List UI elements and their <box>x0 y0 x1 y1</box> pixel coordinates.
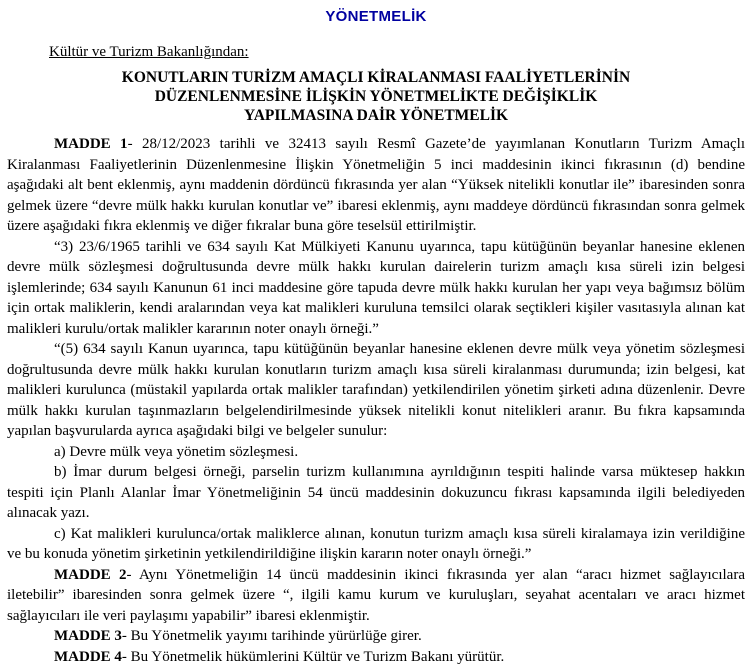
madde-3-label: MADDE 3 <box>54 628 122 644</box>
madde-1-label: MADDE 1 <box>54 136 128 152</box>
madde-4-text: - Bu Yönetmelik hükümlerini Kültür ve Turizm Bakanı yürütür. <box>122 649 504 665</box>
paragraph-madde-3 <box>7 626 745 647</box>
document-title-line-1: KONUTLARIN TURİZM AMAÇLI KİRALANMASI FAALİYETLERİNİN <box>7 68 745 87</box>
regulation-body <box>7 134 745 667</box>
paragraph-subclause-3 <box>7 237 745 340</box>
issuer-text: Kültür ve Turizm Bakanlığından: <box>49 44 249 60</box>
document-title-line-2: DÜZENLENMESİNE İLİŞKİN YÖNETMELİKTE DEĞİŞİKLİK <box>7 87 745 106</box>
madde-2-label: MADDE 2 <box>54 567 126 583</box>
madde-3-text: - Bu Yönetmelik yayımı tarihinde yürürlüğe girer. <box>122 628 422 644</box>
paragraph-item-b <box>7 462 745 524</box>
issuer-line <box>7 44 745 61</box>
paragraph-madde-4 <box>7 647 745 667</box>
madde-4-label: MADDE 4 <box>54 649 122 665</box>
regulation-type-heading: YÖNETMELİK <box>7 8 745 25</box>
paragraph-item-c <box>7 524 745 565</box>
madde-1-text: - 28/12/2023 tarihli ve 32413 sayılı Resmî Gazete’de yayımlanan Konutların Turizm Amaçlı Kiralanması Faaliyetlerinin Düzenlenmesine İlişkin Yönetmeliğin 5 inci maddesinin ikinci fıkrasının (d) bendine aşağıdaki alt bent eklenmiş, aynı maddenin dördüncü fıkrasında yer alan “Yüksek nitelikli konutlar ile” ibaresinden sonra gelmek üzere “devre mülk hakkı kurulan konutlar ve” ibaresi eklenmiş, aynı maddeye dördüncü fıkrasından sonra gelmek üzere aşağıdaki fıkra eklenmiş ve diğer fıkralar buna göre teselsül ettirilmiştir. <box>7 136 745 234</box>
clause-5-text: “(5) 634 sayılı Kanun uyarınca, tapu kütüğünün beyanlar hanesine eklenen devre mülk veya yönetim sözleşmesi doğrultusunda devre mülk hakkı kurulan konutların turizm amaçlı kısa süreli kiralanması durumunda; izin belgesi, kat malikleri kurulunca (müstakil yapılarda ortak malikler tarafından) yetkilendirilen yönetim şirketi adına düzenlenir. Devre mülk hakkı kurulan taşınmazların belgelendirilmesinde yüksek nitelikli konut nitelikleri aranır. Bu fıkra kapsamında yapılan başvurularda ayrıca aşağıdaki bilgi ve belgeler sunulur: <box>7 341 745 439</box>
item-a-text: a) Devre mülk veya yönetim sözleşmesi. <box>54 444 298 460</box>
madde-2-text: - Aynı Yönetmeliğin 14 üncü maddesinin ikinci fıkrasında yer alan “aracı hizmet sağlayıcılara iletebilir” ibaresinden sonra gelmek üzere “, ilgili kamu kurum ve kuruluşları, seyahat acentaları ve aracı hizmet sağlayıcıları ile veri paylaşımı yapabilir” ibaresi eklenmiştir. <box>7 567 745 624</box>
paragraph-clause-5 <box>7 339 745 442</box>
document-title <box>7 68 745 125</box>
paragraph-item-a <box>7 442 745 463</box>
paragraph-madde-1 <box>7 134 745 237</box>
document-title-line-3: YAPILMASINA DAİR YÖNETMELİK <box>7 106 745 125</box>
item-c-text: c) Kat malikleri kurulunca/ortak maliklerce alınan, konutun turizm amaçlı kısa süreli kiralamaya izin verildiğine ve bu konuda yönetim şirketinin yetkilendirildiğine ilişkin kararın noter onaylı örneği.” <box>7 526 745 563</box>
item-b-text: b) İmar durum belgesi örneği, parselin turizm kullanımına ayrıldığının tespiti halinde varsa müktesep hakkın tespiti için Planlı Alanlar İmar Yönetmeliğinin 54 üncü maddesinin dokuzuncu fıkrası kapsamında ilgili belediyeden alınacak yazı. <box>7 464 745 521</box>
paragraph-madde-2 <box>7 565 745 627</box>
subclause-3-text: “3) 23/6/1965 tarihli ve 634 sayılı Kat Mülkiyeti Kanunu uyarınca, tapu kütüğünün beyanlar hanesine eklenen devre mülk sözleşmesi doğrultusunda devre mülk hakkı kurulan dairelerin turizm amaçlı kısa süreli izin belgesi işlemlerinde; 634 sayılı Kanunun 61 inci maddesine göre tapuda devre mülk hakkı kurulan her yapı veya bağımsız bölüm için ortak maliklerin, kendi aralarından veya kat malikleri kuruluna temsilci olarak seçtikleri kişiler vasıtasıyla alınan kat malikleri kurulu/ortak malikler kararının noter onaylı örneği.” <box>7 239 745 337</box>
